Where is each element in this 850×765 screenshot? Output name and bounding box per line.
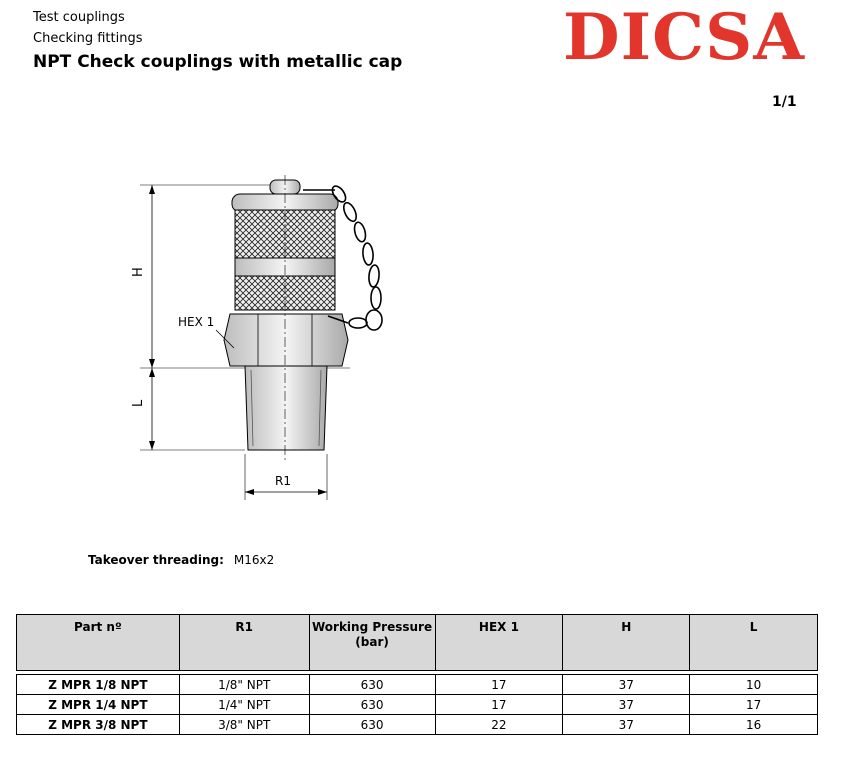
label-hex1: HEX 1 [178, 315, 215, 329]
table-row [17, 715, 818, 735]
dimension-r1 [245, 454, 327, 500]
cell-part: Z MPR 1/8 NPT [17, 675, 180, 695]
cell-r1: 1/4" NPT [179, 695, 309, 715]
cell-r1: 3/8" NPT [179, 715, 309, 735]
col-header-h: H [563, 615, 690, 671]
takeover-label: Takeover threading: [88, 553, 224, 567]
subcategory-label: Checking fittings [33, 31, 143, 46]
cell-h: 37 [563, 695, 690, 715]
label-h: H [131, 267, 146, 277]
cell-pressure: 630 [309, 715, 435, 735]
table-header-row [17, 615, 818, 671]
cell-pressure: 630 [309, 675, 435, 695]
table-row [17, 695, 818, 715]
cell-part: Z MPR 1/4 NPT [17, 695, 180, 715]
page-number: 1/1 [772, 94, 797, 110]
cell-hex1: 17 [435, 675, 563, 695]
brand-logo: DICSA [563, 0, 805, 75]
cell-l: 17 [690, 695, 818, 715]
takeover-value: M16x2 [233, 553, 275, 567]
cell-h: 37 [563, 675, 690, 695]
col-header-pressure: Working Pressure (bar) [309, 615, 435, 671]
cell-r1: 1/8" NPT [179, 675, 309, 695]
col-header-hex1: HEX 1 [435, 615, 563, 671]
cell-pressure: 630 [309, 695, 435, 715]
cell-part: Z MPR 3/8 NPT [17, 715, 180, 735]
specs-table [16, 614, 818, 735]
label-l: L [131, 399, 146, 407]
cell-hex1: 22 [435, 715, 563, 735]
takeover-threading [88, 553, 274, 567]
table-row [17, 675, 818, 695]
category-label: Test couplings [33, 10, 125, 25]
label-r1: R1 [275, 474, 291, 488]
col-header-part: Part nº [17, 615, 180, 671]
cell-hex1: 17 [435, 695, 563, 715]
cell-l: 16 [690, 715, 818, 735]
coupling-technical-drawing [120, 170, 420, 510]
cell-h: 37 [563, 715, 690, 735]
page-title: NPT Check couplings with metallic cap [33, 52, 403, 72]
col-header-r1: R1 [179, 615, 309, 671]
cell-l: 10 [690, 675, 818, 695]
col-header-l: L [690, 615, 818, 671]
